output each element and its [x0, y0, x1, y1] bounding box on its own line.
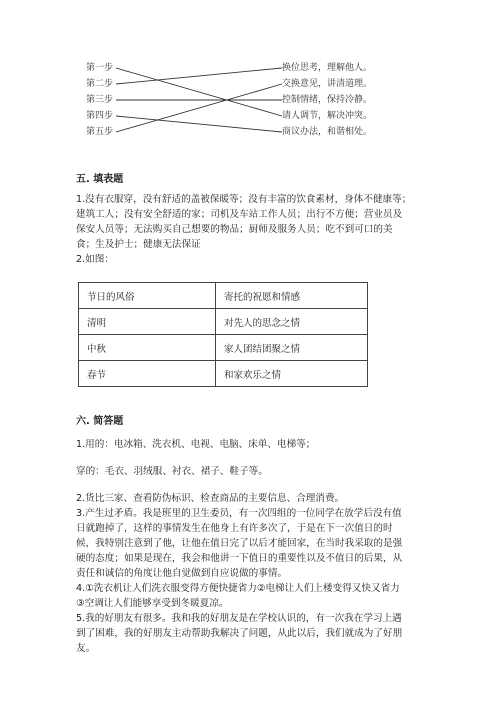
- table-cell: 春节: [79, 361, 216, 387]
- answer-3-line-5: 责任和诚信的角度让他自觉做到自应说做的事情。: [76, 568, 288, 579]
- tip-4: 请人调节，解决冲突。: [282, 111, 373, 121]
- q1-line-4: 食；生及护士；健康无法保证: [76, 239, 201, 250]
- table-row: [79, 309, 368, 335]
- table-cell: 节日的风俗: [79, 283, 216, 309]
- answer-3-line-3: 候，我特别注意到了他，让他在值日完了以后才能回家，在当时我采取的是强: [76, 538, 403, 549]
- section6-heading: 六. 简答题: [76, 416, 124, 427]
- table-cell: 寄托的祝愿和情感: [216, 283, 368, 309]
- q2-label: 2.如图：: [76, 254, 114, 265]
- q1-line-1: 1.没有衣服穿，没有舒适的盖被保暖等；没有丰富的饮食素材，身体不健康等；: [76, 194, 412, 205]
- answer-1: 1.用的：电冰箱、洗衣机、电视、电脑、床单、电梯等；: [76, 439, 316, 450]
- table-cell: 中秋: [79, 335, 216, 361]
- table-cell: 和家欢乐之情: [216, 361, 368, 387]
- q1-line-2: 建筑工人；没有安全舒适的家；司机及车站工作人员；出行不方便；营业员及: [76, 209, 403, 220]
- tip-2: 交换意见，讲清道理。: [282, 79, 373, 89]
- answer-3-line-2: 日就跑掉了，这样的事情发生在他身上有许多次了，于是在下一次值日的时: [76, 523, 393, 534]
- step-1: 第一步: [86, 63, 114, 73]
- tip-1: 换位思考，理解他人。: [282, 63, 373, 73]
- answer-4-line-1: 4.①洗衣机让人们洗衣服变得方便快捷省力②电梯让人们上楼变得又快又省力: [76, 583, 400, 594]
- step-3: 第三步: [86, 95, 114, 105]
- table-row: [79, 283, 368, 309]
- table-cell: 对先人的思念之情: [216, 309, 368, 335]
- table-row: [79, 361, 368, 387]
- step-2: 第二步: [86, 79, 114, 89]
- answer-5-line-3: 友。: [76, 643, 96, 654]
- customs-table: [78, 282, 368, 387]
- table-cell: 清明: [79, 309, 216, 335]
- tip-5: 商议办法，和谐相处。: [282, 127, 373, 137]
- answer-5-line-2: 到了困难，我的好朋友主动帮助我解决了问题，从此以后，我们就成为了好朋: [76, 628, 403, 639]
- section5-heading: 五. 填表题: [76, 174, 124, 185]
- answer-4-line-2: ③空调让人们能够享受到冬暖夏凉。: [76, 598, 229, 609]
- tip-3: 控制情绪，保持冷静。: [282, 95, 373, 105]
- answer-1b: 穿的：毛衣、羽绒服、衬衣、裙子、鞋子等。: [76, 466, 268, 477]
- answer-2: 2.货比三家、查看防伪标识、检查商品的主要信息、合理消费。: [76, 493, 345, 504]
- table-cell: 家人团结团聚之情: [216, 335, 368, 361]
- answer-3-line-1: 3.产生过矛盾。我是班里的卫生委员，有一次四组的一位同学在放学后没有值: [76, 508, 402, 519]
- step-5: 第五步: [86, 127, 114, 137]
- answer-5-line-1: 5.我的好朋友有很多。我和我的好朋友是在学校认识的，有一次我在学习上遇: [76, 613, 402, 624]
- step-4: 第四步: [86, 111, 114, 121]
- answer-3-line-4: 硬的态度；如果是现在，我会和他讲一下值日的重要性以及不值日的后果，从: [76, 553, 403, 564]
- q1-line-3: 保安人员等；无法购买自己想要的物品；厨师及服务人员；吃不到可口的美: [76, 224, 393, 235]
- table-row: [79, 335, 368, 361]
